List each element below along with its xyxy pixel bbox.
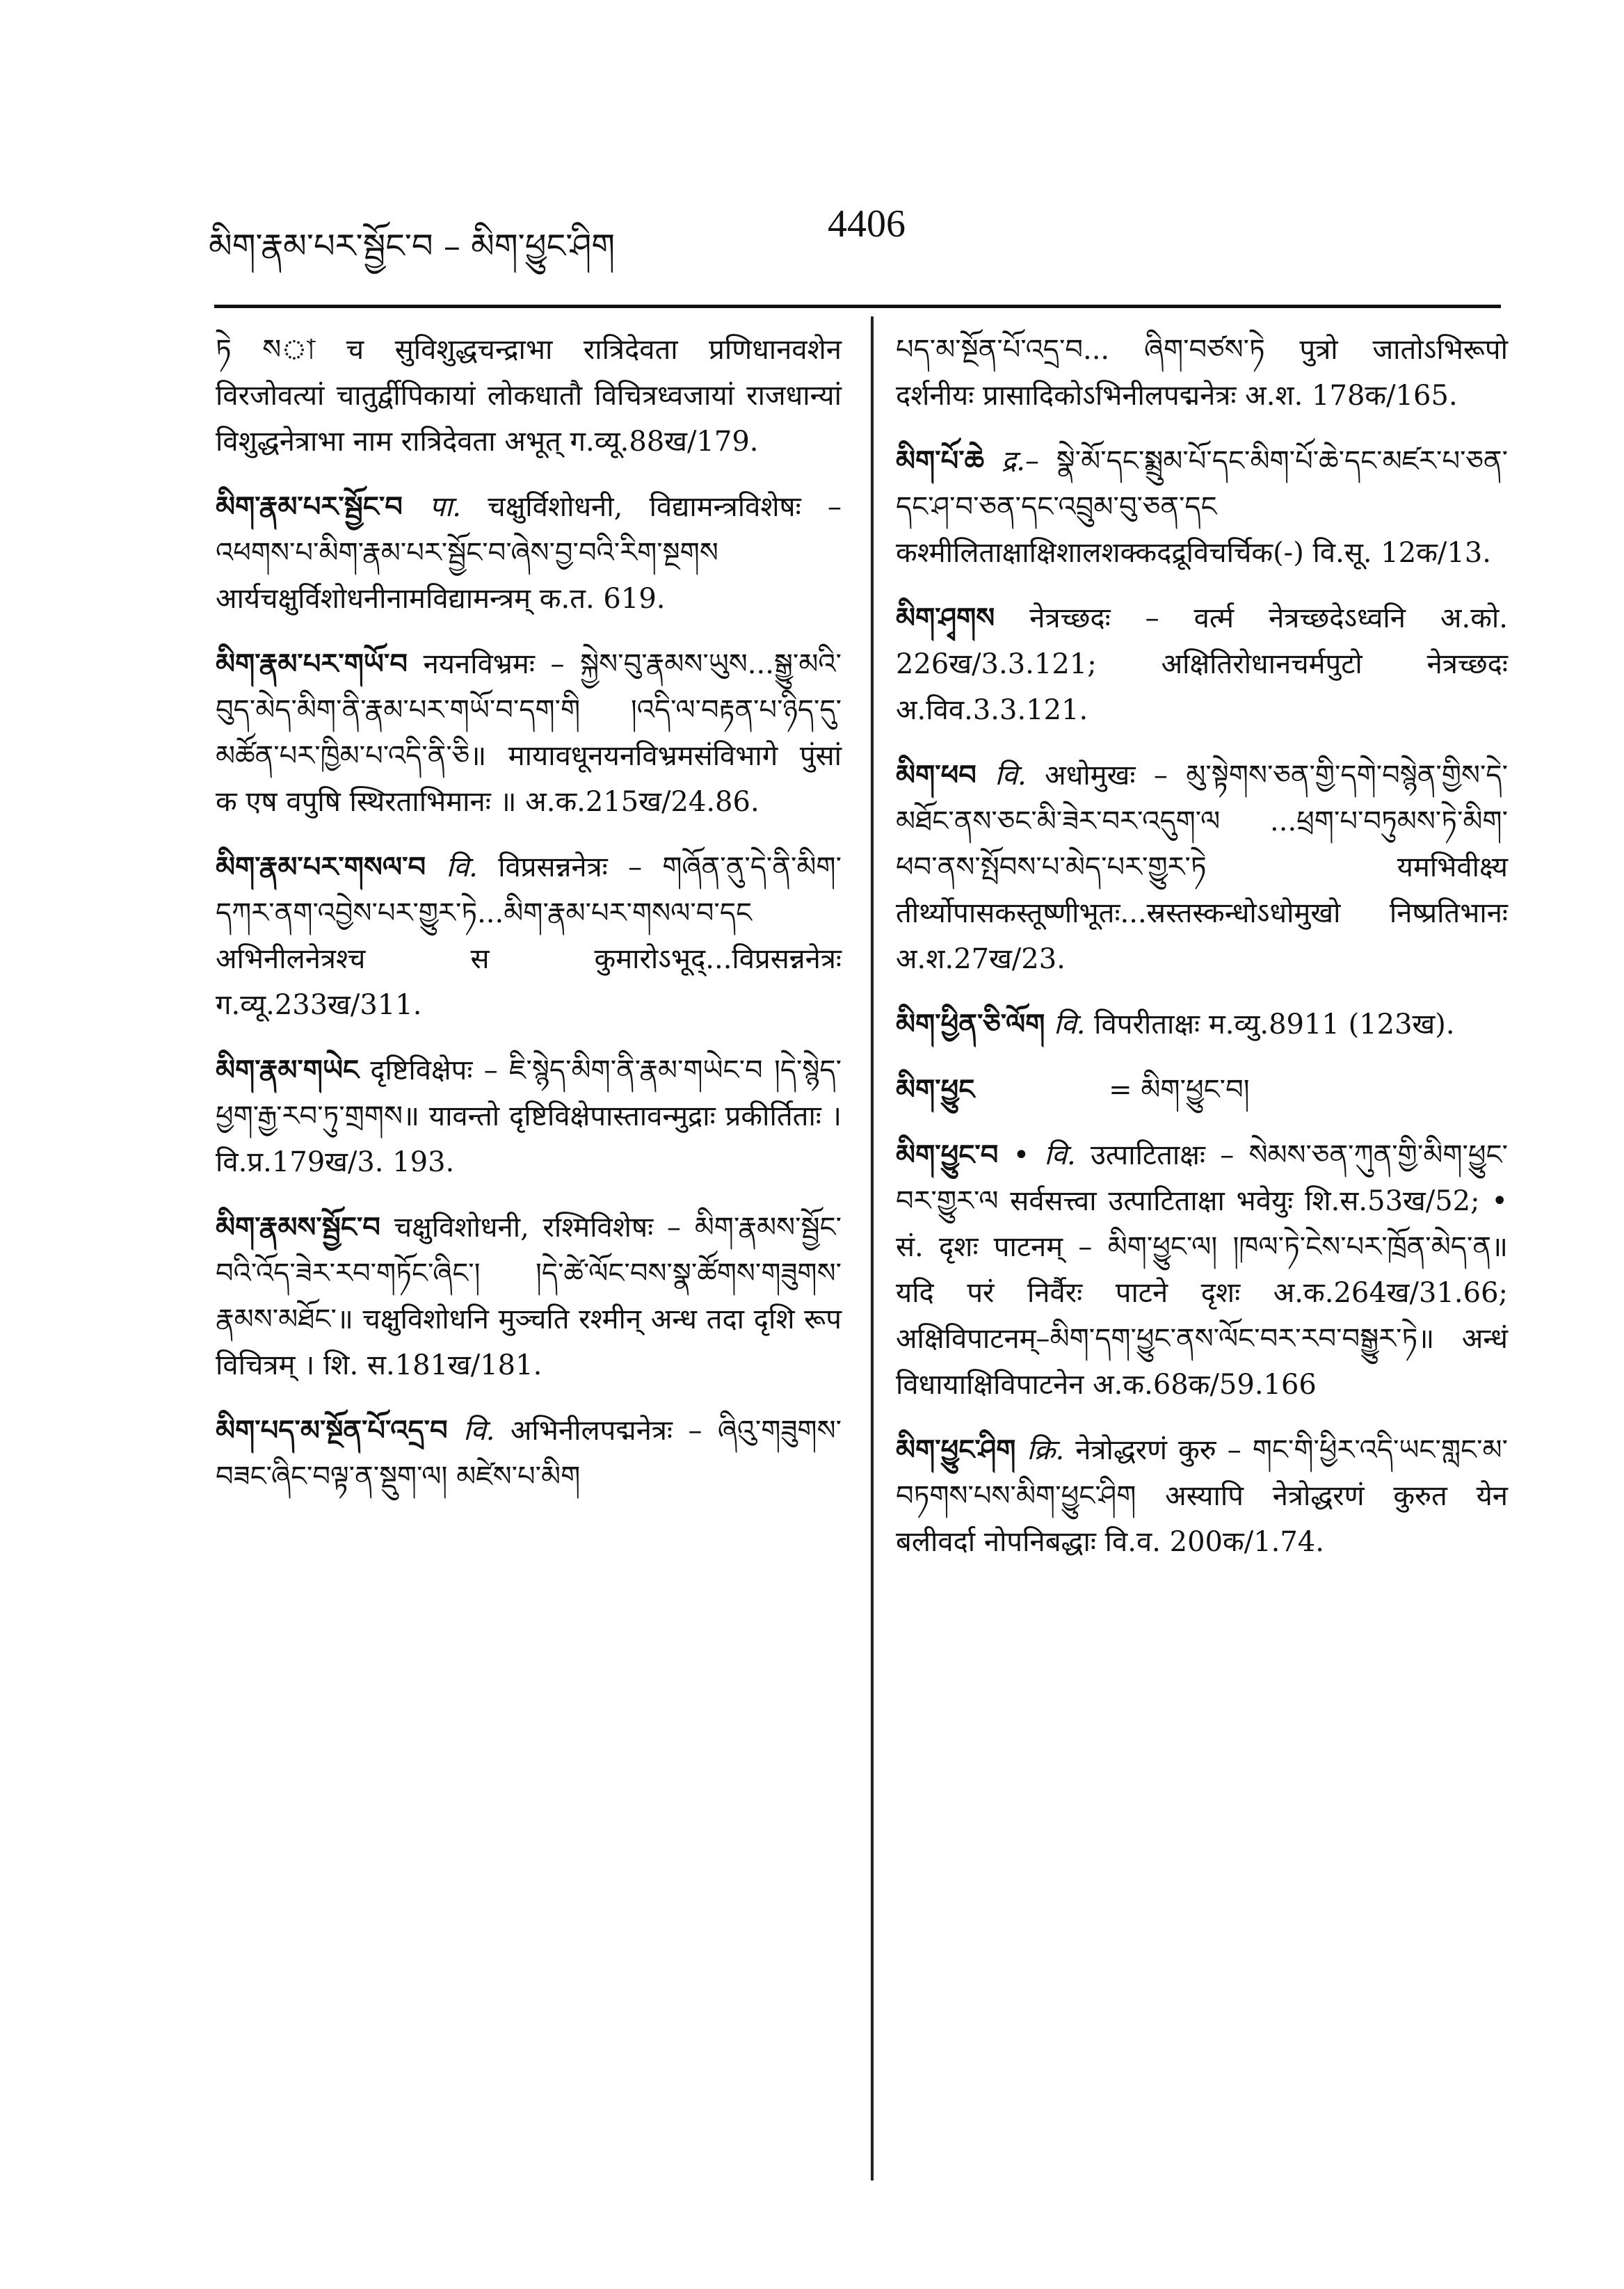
entry-text: པད་མ་སྔོན་པོ་འདྲ་བ... ཞིག་བཙས་ཏེ पुत्रो जातोऽभिरूपो दर्शनीयः प्रासादिकोऽभिनीलपद्मनेत्रः अ.श. 178क/165. (896, 334, 1508, 412)
dictionary-entry (216, 844, 842, 1028)
dictionary-entry (216, 484, 842, 622)
header-rule (214, 305, 1501, 308)
entry-grammar: • वि. (1013, 1139, 1076, 1171)
entry-text: = མིག་ཕྱུང་བ། (1109, 1074, 1250, 1106)
entry-headword: མིག་ཕྱུང་ཤིག (896, 1433, 1016, 1466)
entry-grammar: वि. (1054, 1009, 1086, 1041)
entry-headword: མིག་ཕྱུང (896, 1073, 975, 1106)
dictionary-entry (896, 1002, 1508, 1047)
entry-headword: མིག་ཤྭགས (896, 602, 995, 634)
entry-text: उत्पाटिताक्षः – སེམས་ཅན་ཀུན་གྱི་མིག་ཕྱུང་བར་གྱུར་ལ सर्वसत्त्वा उत्पाटिताक्षा भवेयुः शि.स.53ख/52; • सं. दृशः पाटनम् – མིག་ཕྱུང་ལ། །ཁལ་ཏེ་ངེས་པར་ཁྲོན་མེད་ན॥ यदि परं निर्वैरः पाटने दृशः अ.क.264ख/31.66; अक्षिविपाटनम्–མིག་དག་ཕྱུང་ནས་ལོང་བར་རབ་བསྒྱུར་ཏེ॥ अन्धं विधायाक्षिविपाटनेन अ.क.68क/59.166 (896, 1139, 1508, 1401)
dictionary-entry (896, 595, 1508, 733)
running-header-title: མིག་རྣམ་པར་སྦྱོང་བ – མིག་ཕྱུང་ཤིག (209, 227, 616, 266)
entry-headword: མིག་པོ་ཆེ (896, 444, 985, 477)
entry-text: चक्षुविशोधनी, रश्मिविशेषः – མིག་རྣམས་སྦྱོང་བའི་འོད་ཟེར་རབ་གཏོང་ཞིང་། །དེ་ཚེ་ལོང་བས་སྣ་ཚོགས་གཟུགས་རྣམས་མཐོང་॥ चक्षुविशोधनि मुञ्चति रश्मीन् अन्ध तदा दृशि रूप विचित्रम् । शि. स.181ख/181. (216, 1212, 842, 1381)
page-header (209, 202, 1502, 299)
entry-text: ཏེ སা च सुविशुद्धचन्द्राभा रात्रिदेवता प्रणिधानवशेन विरजोवत्यां चातुर्द्वीपिकायां लोकधातौ विचित्रध्वजायां राजधान्यां विशुद्धनेत्राभा नाम रात्रिदेवता अभूत् ग.व्यू.88ख/179. (216, 334, 842, 458)
dictionary-entry (896, 1427, 1508, 1565)
entry-headword: མིག་རྣམ་པར་གཡོ་བ (216, 648, 408, 680)
entry-text: विपरीताक्षः म.व्यु.8911 (123ख). (1094, 1009, 1455, 1041)
entry-text: विप्रसन्ननेत्रः – གཞོན་ནུ་དེ་ནི་མིག་དཀར་ནག་འབྱེས་པར་གྱུར་ཏེ...མིག་རྣམ་པར་གསལ་བ་དང अभिनीलनेत्रश्च स कुमारोऽभूद्...विप्रसन्ननेत्रः ग.व्यू.233ख/311. (216, 851, 842, 1021)
entry-text: नेत्रच्छदः – वर्त्म नेत्रच्छदेऽध्वनि अ.को. 226ख/3.3.121; अक्षितिरोधानचर्मपुटो नेत्रच्छदः अ.विव.3.3.121. (896, 602, 1508, 726)
entry-text: अभिनीलपद्मनेत्रः – ཞིའུ་གཟུགས་བཟང་ཞིང་བལྟ་ན་སྡུག་ལ། མཛེས་པ་མིག (216, 1415, 842, 1493)
dictionary-entry (896, 1132, 1508, 1408)
dictionary-entry (216, 641, 842, 825)
entry-grammar: वि. (446, 851, 478, 883)
dictionary-entry (216, 1205, 842, 1388)
entry-headword: མིག་རྣམ་གཡེང (216, 1054, 360, 1086)
entry-text: अधोमुखः – མུ་སྟེགས་ཅན་གྱི་དགེ་བསྙེན་གྱིས་དེ་མཐོང་ནས་ཅང་མི་ཟེར་བར་འདུག་ལ ...ཕྲག་པ་བཏུམས་ཏེ་མིག་ཕབ་ནས་སྤོབས་པ་མེད་པར་གྱུར་ཏེ यमभिवीक्ष्य तीर्थ्योपासकस्तूष्णीभूतः...स्रस्तस्कन्धोऽधोमुखो निष्प्रतिभानः अ.श.27ख/23. (896, 760, 1508, 975)
entry-text: चक्षुर्विशोधनी, विद्यामन्त्रविशेषः – འཕགས་པ་མིག་རྣམ་པར་སྦྱོང་བ་ཞེས་བྱ་བའི་རིག་སྔགས आर्यचक्षुर्विशोधनीनामविद्यामन्त्रम् क.त. 619. (216, 491, 842, 615)
right-column (896, 327, 1508, 1584)
entry-headword: མིག་རྣམ་པར་སྦྱོང་བ (216, 490, 403, 523)
dictionary-entry (216, 1408, 842, 1500)
entry-text: སྣེ་མོ་དང་སྨྲུམ་པོ་དང་མིག་པོ་ཆེ་དང་མཛར་པ་ཅན་དང་ཤ་བ་ཅན་དང་འབྲུམ་བུ་ཅན་དང कश्मीलिताक्षाक्षिशालशक्कदद्रूविचर्चिक(-) वि.सू. 12क/13. (896, 445, 1509, 569)
entry-headword: མིག་ཕྱིན་ཅི་ལོག (896, 1008, 1045, 1041)
entry-text: नयनविभ्रमः – སྐྱེས་བུ་རྣམས་ཡུས...སྒྱུ་མའི་བུད་མེད་མིག་ནི་རྣམ་པར་གཡོ་བ་དག་གི །འདི་ལ་བརྟན་པ་ཉིད་དུ་མཚོན་པར་ཁྱིམ་པ་འདི་ནི་ཅི॥ मायावधूनयनविभ्रमसंविभागे पुंसां क एष वपुषि स्थिरताभिमानः ॥ अ.क.215ख/24.86. (216, 648, 842, 818)
entry-headword: མིག་ཕབ (896, 759, 976, 792)
dictionary-entry (896, 1067, 1508, 1113)
entry-text: नेत्रोद्धरणं कुरु – གང་གི་ཕྱིར་འདི་ཡང་གླང་མ་བཏགས་པས་མིག་ཕྱུང་ཤིག अस्यापि नेत्रोद्धरणं कुरुत येन बलीवर्दा नोपनिबद्धाः वि.व. 200क/1.74. (896, 1434, 1509, 1558)
entry-grammar: द्र.– (1001, 445, 1039, 477)
entry-grammar: पा. (429, 491, 461, 523)
entry-grammar: वि. (463, 1415, 495, 1447)
entry-headword: མིག་རྣམ་པར་གསལ་བ (216, 851, 426, 883)
entry-grammar: वि. (995, 760, 1027, 792)
dictionary-entry (216, 1047, 842, 1185)
page-number: 4406 (828, 202, 906, 246)
dictionary-entry (216, 327, 842, 465)
entry-headword: མིག་རྣམས་སྦྱོང་བ (216, 1211, 380, 1244)
column-divider (871, 316, 874, 2180)
dictionary-entry (896, 438, 1508, 576)
left-column (216, 327, 842, 1519)
entry-text: दृष्टिविक्षेपः – ཇི་སྙེད་མིག་ནི་རྣམ་གཡེང་བ །དེ་སྙེད་ཕྱག་རྒྱ་རབ་ཏུ་གྲགས॥ यावन्तो दृष्टिविक्षेपास्तावन्मुद्राः प्रकीर्तिताः । वि.प्र.179ख/3. 193. (216, 1054, 842, 1178)
dictionary-entry (896, 753, 1508, 982)
dictionary-entry (896, 327, 1508, 419)
entry-headword: མིག་པད་མ་སྔོན་པོ་འདྲ་བ (216, 1414, 448, 1447)
entry-headword: མིག་ཕྱུང་བ (896, 1139, 999, 1171)
entry-grammar: क्रि. (1027, 1434, 1065, 1466)
